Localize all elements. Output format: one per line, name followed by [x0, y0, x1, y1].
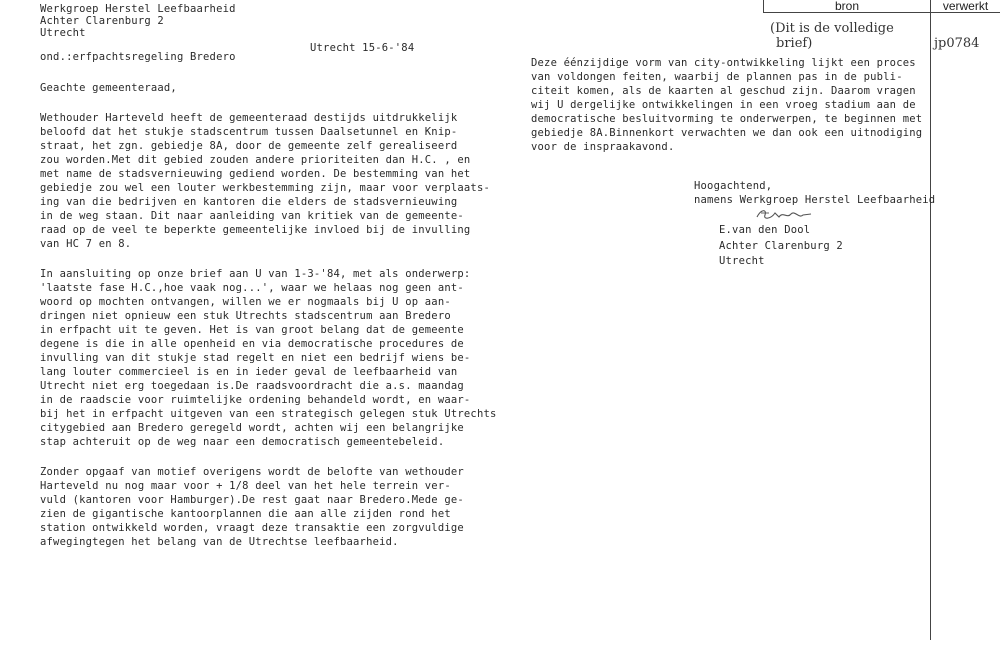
signer-city: Utrecht — [719, 255, 765, 267]
para1-line: Wethouder Harteveld heeft de gemeenteraad destijds uitdrukkelijk — [40, 112, 458, 124]
para1-line: zou worden.Met dit gebied zouden andere prioriteiten dan H.C. , en — [40, 154, 471, 166]
para2-line: degene is die in alle openheid en via democratische procedures de — [40, 338, 464, 350]
para3-line: Zonder opgaaf van motief overigens wordt de belofte van wethouder — [40, 466, 464, 478]
para2-line: lang louter commercieel is en in ieder geval de leefbaarheid van — [40, 366, 458, 378]
para1-line: straat, het zgn. gebiedje 8A, door de gemeente zelf gerealiseerd — [40, 140, 458, 152]
para2-line: invulling van dit stukje stad regelt en niet een bedrijf wiens be- — [40, 352, 471, 364]
bron-note-line-1: (Dit is de volledige — [770, 21, 894, 36]
salutation: Geachte gemeenteraad, — [40, 82, 177, 94]
signer-street: Achter Clarenburg 2 — [719, 240, 843, 252]
handwritten-signature — [755, 205, 815, 223]
para2-line: bij het in erfpacht uitgeven van een strategisch gelegen stuk Utrechts — [40, 408, 497, 420]
para4-line: Deze éénzijdige vorm van city-ontwikkeling lijkt een proces — [531, 57, 916, 69]
para1-line: met name de stadsvernieuwing gediend worden. De bestemming van het — [40, 168, 471, 180]
para1-line: in de weg staan. Dit naar aanleiding van kritiek van de gemeente- — [40, 210, 464, 222]
para1-line: beloofd dat het stukje stadscentrum tussen Daalsetunnel en Knip- — [40, 126, 458, 138]
para2-line: in erfpacht uit te geven. Het is van groot belang dat de gemeente — [40, 324, 464, 336]
para2-line: In aansluiting op onze brief aan U van 1-3-'84, met als onderwerp: — [40, 268, 471, 280]
sender-street: Achter Clarenburg 2 — [40, 15, 164, 27]
closing-greeting: Hoogachtend, — [694, 180, 773, 192]
para3-line: station ontwikkeld worden, vraagt deze transaktie een zorgvuldige — [40, 522, 464, 534]
para2-line: citygebied aan Bredero geregeld wordt, achten wij een belangrijke — [40, 422, 464, 434]
para4-line: voor de inspraakavond. — [531, 141, 675, 153]
verwerkt-header: verwerkt — [942, 0, 989, 13]
para1-line: van HC 7 en 8. — [40, 238, 132, 250]
para3-line: Harteveld nu nog maar voor + 1/8 deel van het hele terrein ver- — [40, 480, 451, 492]
para3-line: afwegingtegen het belang van de Utrechtse leefbaarheid. — [40, 536, 399, 548]
para2-line: in de raadscie voor ruimtelijke ordening behandeld wordt, en waar- — [40, 394, 471, 406]
para4-line: wij U dergelijke ontwikkelingen in een vroeg stadium aan de — [531, 99, 916, 111]
letter-date: Utrecht 15-6-'84 — [310, 42, 415, 54]
sender-name: Werkgroep Herstel Leefbaarheid — [40, 3, 236, 15]
para1-line: raad op de veel te beperkte gemeentelijke invloed bij de invulling — [40, 224, 471, 236]
para2-line: dringen niet opnieuw een stuk Utrechts stadscentrum aan Bredero — [40, 310, 451, 322]
column-divider — [930, 0, 931, 640]
para4-line: citeit komen, als de kaarten al geschud zijn. Daarom vragen — [531, 85, 916, 97]
para3-line: zien de gigantische kantoorplannen die aan alle zijden rond het — [40, 508, 451, 520]
para4-line: gebiedje 8A.Binnenkort verwachten we dan ook een uitnodiging — [531, 127, 923, 139]
para2-line: woord op mochten ontvangen, willen we er nogmaals bij U op aan- — [40, 296, 451, 308]
para1-line: ing van die bedrijven en kantoren die elders de stadsvernieuwing — [40, 196, 458, 208]
para2-line: Utrecht niet erg toegedaan is.De raadsvoordracht die a.s. maandag — [40, 380, 464, 392]
bron-header: bron — [834, 0, 860, 13]
bron-note-line-2: brief) — [776, 36, 813, 51]
para4-line: democratische besluitvorming te onderwerpen, te beginnen met — [531, 113, 923, 125]
signer-name: E.van den Dool — [719, 224, 811, 236]
letter-subject: ond.:erfpachtsregeling Bredero — [40, 51, 236, 63]
para1-line: gebiedje zou wel een louter werkbestemming zijn, maar voor verplaats- — [40, 182, 490, 194]
para2-line: 'laatste fase H.C.,hoe vaak nog...', waar we helaas nog geen ant- — [40, 282, 464, 294]
closing-on-behalf: namens Werkgroep Herstel Leefbaarheid — [694, 194, 936, 206]
verwerkt-code: jp0784 — [934, 36, 980, 51]
para4-line: van voldongen feiten, waarbij de plannen pas in de publi- — [531, 71, 903, 83]
para3-line: vuld (kantoren voor Hamburger).De rest gaat naar Bredero.Mede ge- — [40, 494, 464, 506]
sender-city: Utrecht — [40, 27, 86, 39]
para2-line: stap achteruit op de weg naar een democratisch gemeentebeleid. — [40, 436, 445, 448]
